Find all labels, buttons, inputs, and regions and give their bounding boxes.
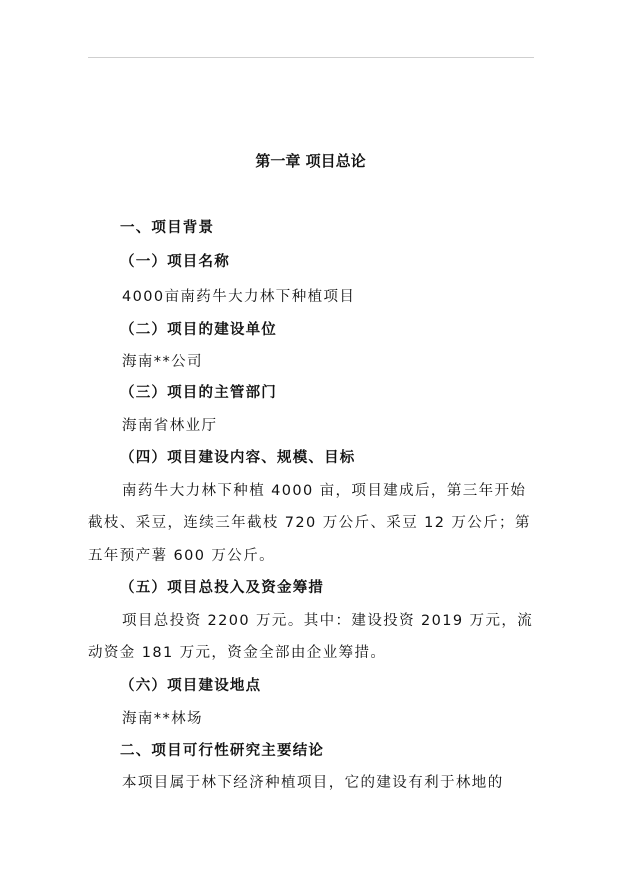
content-paragraph-line-2: 截枝、采豆，连续三年截枝 720 万公斤、采豆 12 万公斤；第: [88, 515, 531, 531]
subheading-content-scale-goals: （四）项目建设内容、规模、目标: [120, 450, 356, 466]
investment-paragraph-line-1: 项目总投资 2200 万元。其中：建设投资 2019 万元，流: [122, 613, 534, 629]
conclusions-paragraph-line-1: 本项目属于林下经济种植项目，它的建设有利于林地的: [122, 775, 504, 791]
supervising-dept-text: 海南省林业厅: [122, 418, 218, 434]
subheading-location: （六）项目建设地点: [120, 678, 262, 694]
subheading-project-name: （一）项目名称: [120, 254, 230, 270]
construction-unit-text: 海南**公司: [122, 354, 203, 370]
investment-paragraph-line-2: 动资金 181 万元，资金全部由企业筹措。: [88, 645, 387, 661]
project-name-text: 4000亩南药牛大力林下种植项目: [122, 289, 356, 305]
subheading-investment-funding: （五）项目总投入及资金筹措: [120, 580, 325, 596]
content-paragraph-line-1: 南药牛大力林下种植 4000 亩，项目建成后，第三年开始: [122, 483, 527, 499]
location-text: 海南**林场: [122, 711, 203, 727]
subheading-supervising-dept: （三）项目的主管部门: [120, 385, 277, 401]
content-paragraph-line-3: 五年预产薯 600 万公斤。: [88, 548, 275, 564]
header-rule: [88, 57, 534, 58]
chapter-title: 第一章 项目总论: [255, 152, 366, 170]
subheading-construction-unit: （二）项目的建设单位: [120, 322, 277, 338]
section-heading-background: 一、项目背景: [120, 220, 215, 236]
section-heading-conclusions: 二、项目可行性研究主要结论: [120, 743, 325, 759]
